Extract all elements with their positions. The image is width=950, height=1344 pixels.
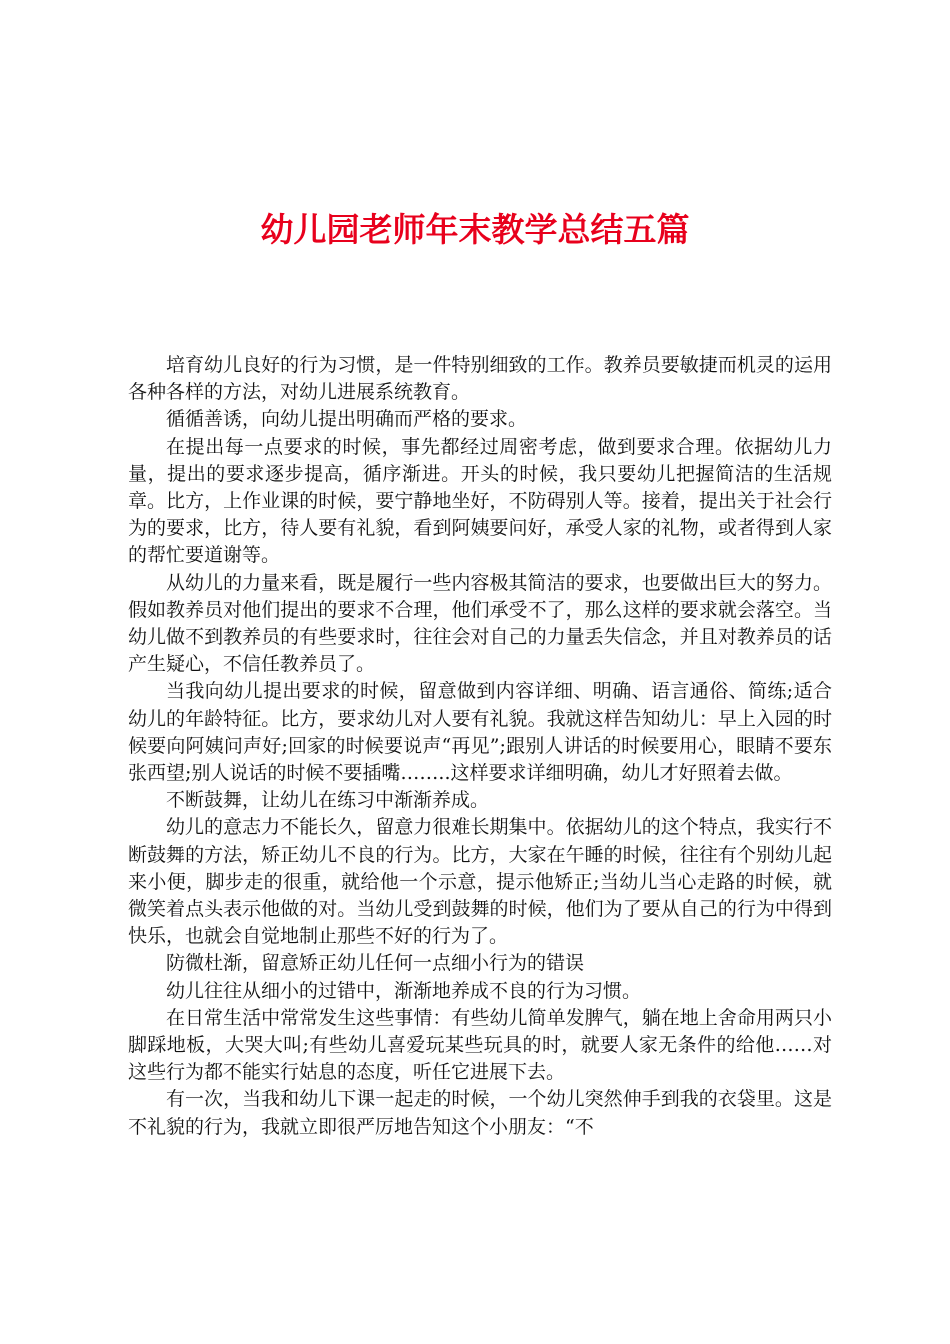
body-paragraph: 防微杜渐，留意矫正幼儿任何一点细小行为的错误 <box>166 952 585 975</box>
document-title: 幼儿园老师年末教学总结五篇 <box>260 210 690 249</box>
body-paragraph: 幼儿往往从细小的过错中，渐渐地养成不良的行为习惯。 <box>166 979 642 1002</box>
body-paragraph: 从幼儿的力量来看，既是履行一些内容极其简洁的要求，也要做出巨大的努力。假如教养员对他们提出的要求不合理，他们承受不了，那么这样的要求就会落空。当幼儿做不到教养员的有些要求时，往往会对自己的力量丢失信念，并且对教养员的话产生疑心，不信任教养员了。 <box>128 571 832 676</box>
body-paragraph: 有一次，当我和幼儿下课一起走的时候，一个幼儿突然伸手到我的衣袋里。这是不礼貌的行为，我就立即很严厉地告知这个小朋友：“不 <box>128 1088 832 1138</box>
body-paragraph: 当我向幼儿提出要求的时候，留意做到内容详细、明确、语言通俗、简练;适合幼儿的年龄特征。比方，要求幼儿对人要有礼貌。我就这样告知幼儿：早上入园的时候要向阿姨问声好;回家的时候要说声“再见”;跟别人讲话的时候要用心，眼睛不要东张西望;别人说话的时候不要插嘴……..这样要求详细明确，幼儿才好照着去做。 <box>128 680 832 785</box>
document-body <box>128 352 832 1141</box>
body-paragraph: 循循善诱，向幼儿提出明确而严格的要求。 <box>166 408 528 431</box>
body-paragraph: 在日常生活中常常发生这些事情：有些幼儿简单发脾气，躺在地上舍命用两只小脚踩地板，大哭大叫;有些幼儿喜爱玩某些玩具的时，就要人家无条件的给他……对这些行为都不能实行姑息的态度，听任它进展下去。 <box>128 1006 832 1084</box>
body-paragraph: 不断鼓舞，让幼儿在练习中渐渐养成。 <box>166 789 490 812</box>
body-paragraph: 幼儿的意志力不能长久，留意力很难长期集中。依据幼儿的这个特点，我实行不断鼓舞的方法，矫正幼儿不良的行为。比方，大家在午睡的时候，往往有个别幼儿起来小便，脚步走的很重，就给他一个示意，提示他矫正;当幼儿当心走路的时候，就微笑着点头表示他做的对。当幼儿受到鼓舞的时候，他们为了要从自己的行为中得到快乐，也就会自觉地制止那些不好的行为了。 <box>128 816 832 948</box>
body-paragraph: 培育幼儿良好的行为习惯，是一件特别细致的工作。教养员要敏捷而机灵的运用各种各样的方法，对幼儿进展系统教育。 <box>128 354 832 404</box>
body-paragraph: 在提出每一点要求的时候，事先都经过周密考虑，做到要求合理。依据幼儿力量，提出的要求逐步提高，循序渐进。开头的时候，我只要幼儿把握简洁的生活规章。比方，上作业课的时候，要宁静地坐好，不防碍别人等。接着，提出关于社会行为的要求，比方，待人要有礼貌，看到阿姨要问好，承受人家的礼物，或者得到人家的帮忙要道谢等。 <box>128 435 832 567</box>
